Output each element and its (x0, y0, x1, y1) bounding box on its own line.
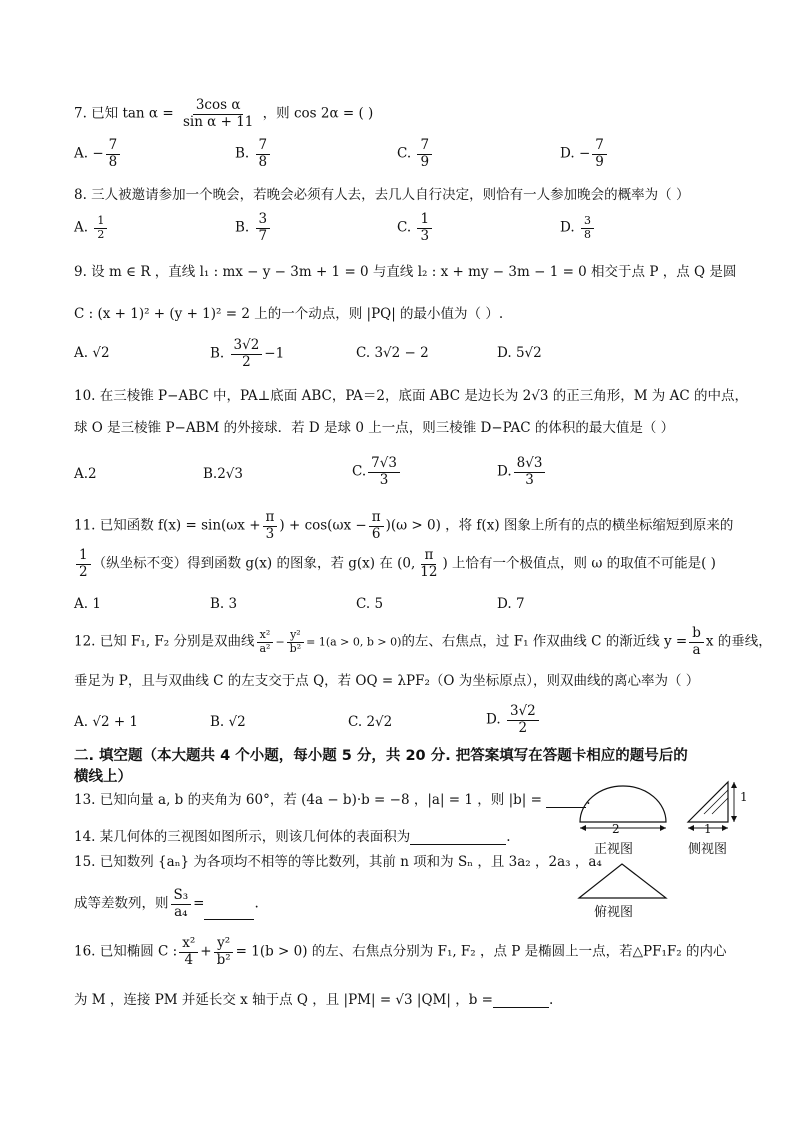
q15-end: . (254, 895, 259, 912)
q12-post: x 的垂线， (705, 633, 772, 650)
option-label: D. (560, 145, 575, 162)
q12-h2-num: y² (287, 629, 304, 643)
q10-option-b[interactable] (203, 466, 243, 482)
option-text: 5√2 (515, 345, 542, 361)
front-view-caption: 正视图 (594, 842, 634, 857)
option-den: 9 (420, 153, 430, 170)
q11-f2-den: 6 (371, 525, 381, 542)
option-label: A. (74, 219, 89, 236)
q16-pre: 16. 已知椭圆 C : (74, 943, 178, 960)
option-den: 8 (108, 153, 118, 170)
q14-end: . (506, 829, 511, 845)
option-num: 7 (592, 138, 607, 155)
q11-option-a[interactable] (74, 596, 101, 612)
q13-stem (74, 792, 591, 808)
q14-stem (74, 829, 511, 845)
q9-line1: 9. 设 m ∈ R ，直线 l₁ : mx − y − 3m + 1 = 0 与直线 l₂ : x + my − 3m − 1 = 0 相交于点 P ，点 Q 是圆 (74, 264, 737, 280)
q9-option-c[interactable] (356, 345, 429, 361)
q12-option-a[interactable] (74, 714, 138, 730)
q16-tail: = 1(b > 0) 的左、右焦点分别为 F₁, F₂ ，点 P 是椭圆上一点，若△PF₁F₂ 的内心 (235, 943, 727, 960)
option-label: D. (486, 711, 501, 728)
q8-option-b[interactable] (235, 212, 272, 244)
option-label: A. (74, 466, 89, 482)
q9-option-a[interactable] (74, 345, 110, 361)
option-label: C. (348, 714, 363, 730)
q8-stem: 8. 三人被邀请参加一个晚会，若晚会必须有人去，去几人自行决定，则恰有一人参加晚会的概率为（ ） (74, 187, 690, 203)
option-label: B. (235, 145, 250, 162)
option-label: A. (74, 145, 89, 162)
option-text: 7 (515, 596, 525, 612)
q9-line2: C : (x + 1)² + (y + 1)² = 2 上的一个动点，则 |PQ| 的最小值为（ ）. (74, 306, 504, 322)
q12-pre: 12. 已知 F₁, F₂ 分别是双曲线 (74, 633, 255, 650)
option-text: 2√3 (217, 466, 243, 482)
front-view-width-label: 2 (612, 822, 620, 836)
q15-line1: 15. 已知数列 {aₙ} 为各项均不相等的等比数列，其前 n 项和为 Sₙ ，且 3a₂ ，2a₃ ，a₄ (74, 854, 602, 870)
q12-mid: 的左、右焦点，过 F₁ 作双曲线 C 的渐近线 y = (401, 633, 688, 650)
option-text: 5 (374, 596, 384, 612)
option-text: √2 (228, 714, 246, 730)
option-label: A. (74, 714, 89, 730)
q10-option-a[interactable] (74, 466, 97, 482)
q8-option-a[interactable] (74, 215, 109, 241)
option-text: √2 + 1 (92, 714, 139, 730)
side-view-figure (684, 778, 754, 838)
q16-line1 (74, 936, 727, 968)
option-sign: − (578, 145, 591, 162)
q16-f2-num: y² (214, 936, 233, 953)
q15-pre: 成等差数列，则 (74, 895, 169, 912)
option-text: √2 (92, 345, 110, 361)
q12-option-c[interactable] (348, 714, 392, 730)
q12-h1-den: a² (259, 641, 271, 655)
q11-l2-fnum: π (421, 548, 436, 565)
q12-line1 (74, 626, 772, 658)
option-den: 3 (420, 227, 430, 244)
q11-line1 (74, 510, 733, 542)
option-den: 8 (258, 153, 268, 170)
q15-eq: = (193, 895, 205, 912)
q7-stem (74, 98, 373, 130)
q11-l2-num: 1 (76, 548, 91, 565)
option-label: C. (397, 145, 412, 162)
section2-heading-line1: 二. 填空题（本大题共 4 个小题，每小题 5 分，共 20 分. 把答案填写在答题卡相应的题号后的 (74, 748, 688, 764)
q16-plus: + (200, 943, 212, 960)
q12-minus: − (275, 635, 285, 649)
q14-text: 14. 某几何体的三视图如图所示，则该几何体的表面积为 (74, 829, 411, 845)
option-num: 7√3 (368, 456, 400, 473)
q11-mid: ) + cos(ωx − (279, 517, 367, 534)
option-label: C. (356, 345, 371, 361)
q16-line2 (74, 992, 553, 1008)
q12-line2: 垂足为 P，且与双曲线 C 的左支交于点 Q，若 OQ = λPF₂（O 为坐标原点），则双曲线的离心率为（ ） (74, 673, 700, 689)
q7-post: ，则 cos 2α = ( ) (262, 105, 374, 122)
option-label: D. (497, 345, 512, 361)
option-label: C. (352, 463, 367, 480)
option-den: 8 (583, 227, 591, 241)
q7-option-b[interactable] (235, 138, 272, 170)
q15-line2 (74, 888, 259, 920)
option-text: 2 (88, 466, 97, 482)
option-num: 7 (417, 138, 432, 155)
option-label: B. (203, 466, 218, 482)
q7-frac-num: 3cos α (193, 98, 244, 115)
q11-option-d[interactable] (497, 596, 525, 612)
q11-f1-den: 3 (265, 525, 275, 542)
q7-option-c[interactable] (397, 138, 434, 170)
side-view-width-label: 1 (704, 822, 712, 836)
option-label: D. (497, 463, 512, 480)
section2-heading-line2: 横线上） (74, 769, 132, 785)
front-view-semicircle (580, 786, 666, 822)
option-num: 3√2 (507, 704, 539, 721)
q12-h-tail: = 1(a > 0, b > 0) (306, 635, 402, 649)
q13-text: 13. 已知向量 a, b 的夹角为 60°，若 (4a − b)·b = −8 ，|a| = 1 ，则 |b| = (74, 792, 542, 808)
option-num: 3√2 (231, 338, 263, 355)
option-num: 7 (106, 138, 121, 155)
q9-option-d[interactable] (497, 345, 542, 361)
q12-h2-den: b² (289, 641, 302, 655)
option-num: 7 (256, 138, 271, 155)
q16-f1-den: 4 (184, 951, 194, 968)
option-num: 3 (581, 215, 594, 229)
q11-option-b[interactable] (210, 596, 237, 612)
q10-option-c[interactable] (352, 456, 402, 488)
option-label: C. (397, 219, 412, 236)
option-sign: − (92, 145, 104, 162)
q12-as-den: a (692, 641, 701, 658)
option-den: 3 (525, 471, 534, 488)
q16-line2-text: 为 M ，连接 PM 并延长交 x 轴于点 Q ，且 |PM| = √3 |QM| ，b = (74, 992, 493, 1008)
front-view-figure (575, 778, 670, 838)
q15-answer-blank[interactable] (204, 905, 254, 920)
top-view-triangle (579, 864, 666, 898)
q12-h1-num: x² (257, 629, 274, 643)
q11-post: )(ω > 0) ，将 f(x) 图象上所有的点的横坐标缩短到原来的 (385, 517, 734, 534)
q16-answer-blank[interactable] (493, 993, 549, 1008)
option-label: B. (210, 345, 225, 362)
q7-pre: 7. 已知 tan α = (74, 105, 174, 122)
top-view-figure (575, 860, 670, 902)
q7-option-d[interactable] (560, 138, 609, 170)
q9-option-b[interactable] (210, 338, 284, 370)
option-tail: −1 (264, 345, 285, 362)
option-den: 2 (518, 719, 528, 736)
option-label: B. (235, 219, 250, 236)
side-view-caption: 侧视图 (688, 842, 728, 857)
q11-l2-den: 2 (79, 563, 88, 580)
q7-option-a[interactable] (74, 138, 122, 170)
option-den: 2 (242, 353, 251, 370)
option-label: A. (74, 345, 89, 361)
q8-option-d[interactable] (560, 215, 596, 241)
q10-line2: 球 O 是三棱锥 P−ABM 的外接球．若 D 是球 0 上一点，则三棱锥 D−PAC 的体积的最大值是（ ） (74, 420, 675, 436)
q11-f2-num: π (369, 510, 384, 527)
q11-l2-fden: 12 (420, 563, 438, 580)
q11-l2-mid: （纵坐标不变）得到函数 g(x) 的图象，若 g(x) 在 (0, (92, 555, 416, 572)
q11-f1-num: π (263, 510, 278, 527)
q12-option-d[interactable] (486, 704, 541, 736)
top-view-caption: 俯视图 (594, 905, 634, 920)
option-text: 3√2 − 2 (374, 345, 429, 361)
option-num: 8√3 (514, 456, 546, 473)
q13-end: . (586, 792, 591, 808)
q7-frac-den: sin α + 11 (182, 113, 254, 130)
q14-answer-blank[interactable] (410, 830, 506, 845)
option-den: 9 (595, 153, 604, 170)
q12-option-b[interactable] (210, 714, 246, 730)
q16-end: . (548, 992, 554, 1008)
q8-option-c[interactable] (397, 212, 434, 244)
q11-l2-post: ) 上恰有一个极值点，则 ω 的取值不可能是( ) (442, 555, 716, 572)
q12-as-num: b (689, 626, 704, 643)
option-label: D. (497, 596, 512, 612)
option-den: 2 (97, 227, 105, 241)
option-den: 3 (379, 471, 389, 488)
option-text: 1 (92, 596, 101, 612)
q11-option-c[interactable] (356, 596, 383, 612)
option-den: 7 (258, 227, 268, 244)
option-label: B. (210, 714, 225, 730)
q15-num: S₃ (171, 888, 192, 905)
option-num: 1 (94, 215, 107, 229)
option-label: D. (560, 219, 575, 236)
option-num: 1 (417, 212, 432, 229)
q15-den: a₄ (174, 903, 188, 920)
q10-option-d[interactable] (497, 456, 547, 488)
option-text: 3 (228, 596, 238, 612)
q7-fraction (180, 98, 256, 130)
side-view-height-label: 1 (740, 790, 748, 804)
q16-f1-num: x² (179, 936, 198, 953)
q11-line2 (74, 548, 716, 580)
q16-f2-den: b² (216, 951, 231, 968)
option-num: 3 (256, 212, 271, 229)
option-label: C. (356, 596, 371, 612)
option-label: A. (74, 596, 89, 612)
option-label: B. (210, 596, 225, 612)
option-text: 2√2 (366, 714, 393, 730)
q11-pre: 11. 已知函数 f(x) = sin(ωx + (74, 517, 261, 534)
q10-line1: 10. 在三棱锥 P−ABC 中，PA⊥底面 ABC，PA＝2，底面 ABC 是边长为 2√3 的正三角形，M 为 AC 的中点， (74, 388, 748, 404)
